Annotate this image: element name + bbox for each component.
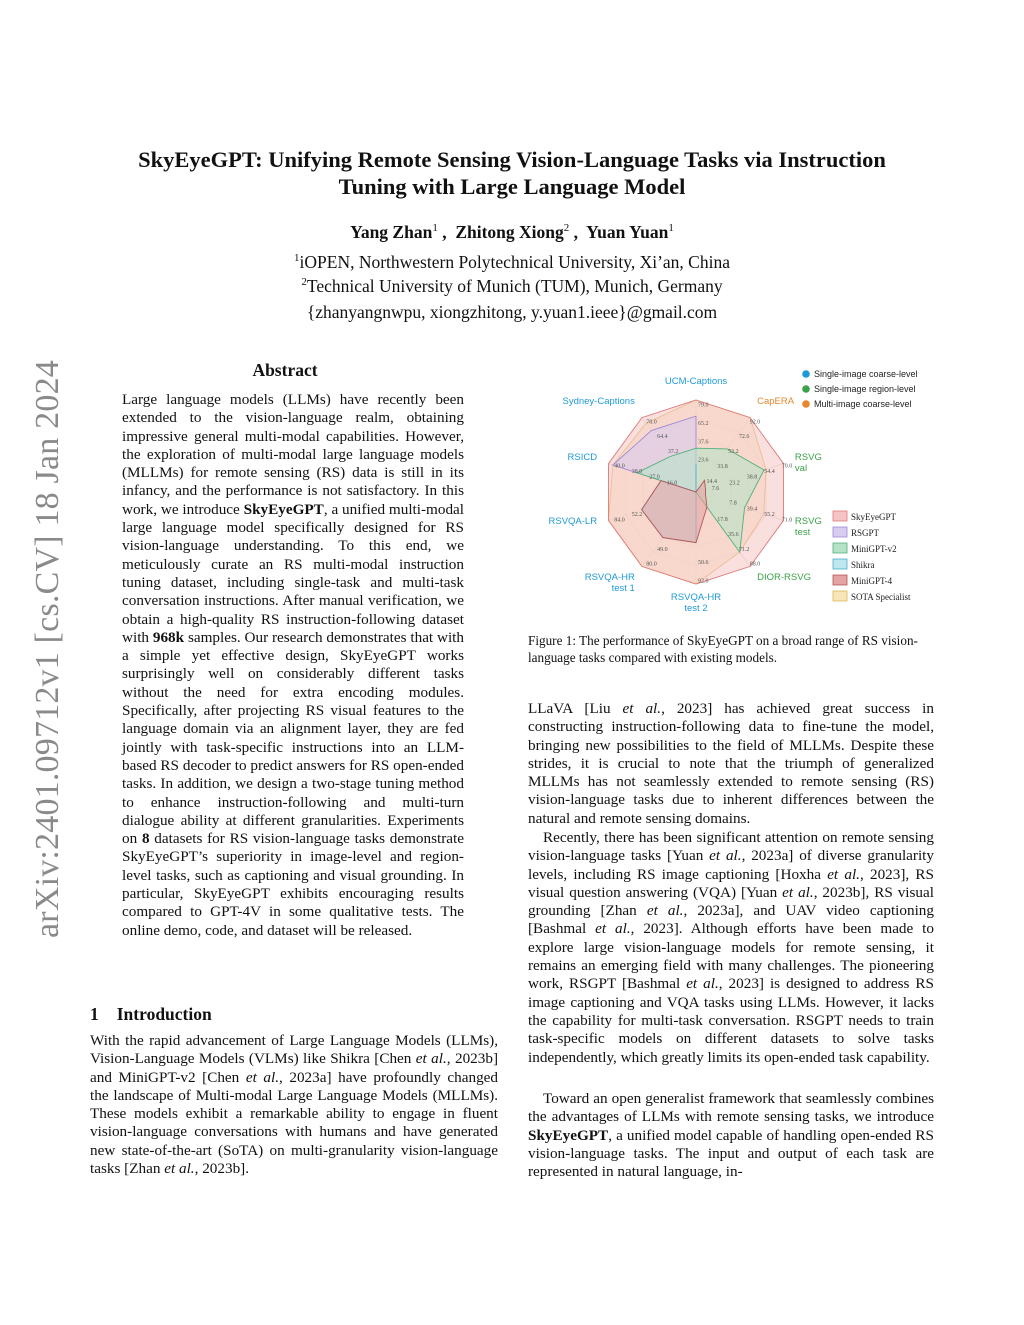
axis-label — [665, 376, 728, 387]
category-label: Multi-image coarse-level — [814, 399, 912, 409]
abstract-sample-count: 968k — [152, 628, 185, 646]
author-name: Yuan Yuan — [586, 222, 669, 242]
tick-label: 38.0 — [631, 468, 643, 475]
axis-label — [757, 396, 795, 407]
tick-label: 7.8 — [729, 500, 737, 507]
citation-etal: et al. — [646, 902, 684, 920]
body-text: , 2023b]. — [194, 1160, 250, 1178]
abstract-heading: Abstract — [252, 360, 318, 380]
model-legend — [833, 511, 911, 602]
affiliation-mark: 1 — [294, 252, 300, 265]
tick-label: 23.6 — [698, 457, 709, 464]
axis-label — [671, 592, 721, 614]
abstract-text: samples. Our research demonstrates that with a simple yet effective design, SkyEyeGPT works surprisingly well on considerably different tasks without the need for extra encoding modules. Specifically, after projecting RS visual features to the language domain via an alignment layer, they are fed jointly with task-specific instructions into an LLM-based RS decoder to predict answers for RS open-ended tasks. In addition, we design a two-stage tuning method to enhance instruction-following and multi-turn dialogue ability at different granularities. Experiments on — [122, 628, 464, 848]
axis-label-line: RSVQA-HR — [670, 592, 722, 603]
body-text: , 2023b], RS visual grounding [Zhan — [528, 883, 934, 920]
tick-label: 78.0 — [646, 419, 657, 426]
introduction-paragraph — [90, 1032, 498, 1178]
author-affiliation-mark: 2 — [563, 222, 570, 235]
category-dot-icon — [802, 370, 810, 378]
axis-label — [585, 572, 635, 594]
axis-label-line: UCM-Captions — [664, 376, 728, 387]
author-emails: {zhanyangnwpu, xiongzhitong, y.yuan1.ieee}@gmail.com — [306, 302, 718, 322]
tick-label: 35.6 — [728, 531, 739, 538]
body-text: , 2023] is designed to address RS image captioning and VQA tasks using LLMs. However, it lacks the capability for multi-task conversation. RSGPT needs to train task-specific models on different datasets to solve tasks independently, which greatly limits its open-ended task capability. — [528, 975, 934, 1066]
tick-label: 52.2 — [631, 512, 643, 519]
body-text: With the rapid advancement of Large Language Models (LLMs), Vision-Language Models (VLMs) like Shikra [Chen — [90, 1032, 498, 1068]
legend-swatch — [833, 575, 847, 585]
axis-label — [549, 516, 598, 527]
body-text: , 2023], RS visual question answering (VQA) [Yuan — [528, 865, 934, 901]
axis-label-line: DIOR-RSVG — [757, 572, 811, 584]
tick-label: 49.0 — [657, 546, 668, 553]
legend-label: MiniGPT-v2 — [851, 544, 897, 554]
category-dot-icon — [802, 400, 810, 408]
citation-etal: et al. — [245, 1068, 279, 1086]
legend-swatch — [833, 511, 847, 521]
body-text: , 2023a] of diverse granularity levels, including RS image captioning [Hoxha — [528, 847, 934, 883]
tick-label: 72.6 — [738, 434, 750, 441]
category-legend — [802, 369, 917, 409]
category-dot-icon — [802, 385, 810, 393]
affiliation-text: iOPEN, Northwestern Polytechnical University, Xi’an, China — [299, 252, 730, 272]
category-label: Single-image region-level — [814, 384, 916, 394]
body-paragraph-llava — [528, 700, 934, 828]
tick-label: 92.0 — [698, 578, 709, 585]
title-line-2: Tuning with Large Language Model — [338, 174, 686, 199]
paper-title — [80, 146, 944, 200]
axis-label-line: RSVQA-HR — [584, 572, 635, 584]
citation-etal: et al. — [782, 883, 814, 901]
legend-label: SOTA Specialist — [851, 592, 911, 602]
citation-etal: et al. — [595, 920, 631, 938]
tick-label: 84.0 — [614, 517, 625, 524]
tick-label: 40.0 — [614, 463, 625, 470]
tick-label: 23.2 — [729, 480, 740, 487]
axis-label-line: test 1 — [611, 583, 635, 595]
abstract-body — [122, 391, 464, 940]
tick-label: 27.0 — [649, 474, 660, 481]
tick-label: 53.2 — [728, 449, 739, 456]
axis-label-line: RSVG — [794, 451, 822, 463]
axis-label-line: CapERA — [757, 395, 795, 407]
radar-chart-figure — [528, 355, 934, 623]
tick-label: 50.6 — [698, 560, 709, 567]
body-text: LLaVA [Liu — [528, 700, 623, 717]
body-text: , a unified model capable of handling open-ended RS vision-language tasks. The input and output of each task are represented in natural language, in- — [528, 1126, 934, 1181]
axis-label-line: RSICD — [567, 451, 598, 463]
citation-etal: et al. — [164, 1160, 195, 1178]
legend-label: Shikra — [851, 560, 875, 570]
tick-label: 7.6 — [711, 486, 720, 493]
abstract-model-name: SkyEyeGPT — [243, 500, 324, 518]
body-text: Recently, there has been significant attention on remote sensing vision-language tasks [Yuan — [528, 829, 934, 865]
tick-label: 54.4 — [764, 468, 775, 475]
abstract-text: Large language models (LLMs) have recently been extended to the vision-language realm, obtaining impressive general multi-modal capabilities. However, the exploration of multi-modal large language models (MLLMs) for remote sensing (RS) data is still in its infancy, and the performance is not satisfactory. In this work, we introduce — [122, 391, 464, 518]
axis-label — [568, 452, 598, 463]
body-text: , 2023a] have profoundly changed the landscape of Multi-modal Large Language Models (MLLMs). These models exhibit a remarkable ability to engage in fluent vision-language conversations with humans and have generated new state-of-the-art (SoTA) on multi-granularity vision-language tasks [Zhan — [90, 1068, 499, 1178]
axis-label-line: RSVG — [794, 516, 822, 528]
legend-swatch — [833, 591, 847, 601]
axis-label — [795, 516, 822, 538]
tick-label: 17.8 — [717, 517, 728, 524]
title-line-1: SkyEyeGPT: Unifying Remote Sensing Vision-Language Tasks via Instruction — [138, 147, 886, 172]
tick-label: 14.4 — [706, 478, 717, 485]
citation-etal: et al. — [827, 865, 860, 883]
author-affiliation-mark: 1 — [432, 222, 438, 235]
tick-label: 39.4 — [746, 506, 758, 513]
section-heading-introduction — [90, 1004, 212, 1025]
affiliation-1 — [80, 252, 944, 273]
legend-swatch — [833, 527, 847, 537]
legend-label: RSGPT — [851, 528, 880, 538]
tick-label: 16.0 — [666, 480, 678, 487]
legend-swatch — [833, 559, 847, 569]
category-label: Single-image coarse-level — [814, 369, 918, 379]
abstract-dataset-count: 8 — [141, 830, 150, 848]
affiliation-text: Technical University of Munich (TUM), Munich, Germany — [306, 276, 723, 296]
axis-label-line: RSVQA-LR — [548, 516, 598, 528]
body-paragraph-recently — [528, 829, 934, 1067]
author-list: Yang Zhan$^1$ , Zhitong Xiong$^2$ , Yuan Yuan$^1$ — [350, 222, 674, 242]
tick-label: 65.2 — [698, 420, 709, 427]
radar-series — [609, 400, 784, 584]
body-text: , 2023] has achieved great success in constructing instruction-following data to fine-tune the model, bringing new possibilities to the field of MLLMs. Despite these strides, it is crucial to note that the triumph of generalized MLLMs has not seamlessly extended to remote sensing (RS) vision-language tasks due to inherent differences between the natural and remote sensing domains. — [528, 700, 934, 827]
author-name: Yang Zhan — [350, 222, 433, 242]
arxiv-identifier: arXiv:2401.09712v1 [cs.CV] 18 Jan 2024 — [29, 360, 66, 938]
figure-caption: Figure 1: The performance of SkyEyeGPT on a broad range of RS vision-language tasks compared with existing models. — [528, 633, 918, 665]
axis-label — [757, 572, 811, 583]
abstract-text: datasets for RS vision-language tasks demonstrate SkyEyeGPT’s superiority in image-level and region-level tasks, such as captioning and visual grounding. In particular, SkyEyeGPT exhibits encouraging results compared to GPT-4V in some qualitative tests. The online demo, code, and dataset will be released. — [122, 830, 464, 939]
tick-label: 37.6 — [698, 439, 709, 446]
tick-label: 38.8 — [746, 474, 758, 481]
tick-label: 70.0 — [781, 463, 793, 470]
tick-label: 71.2 — [738, 546, 750, 553]
body-text: , 2023a], and UAV video captioning [Bashmal — [528, 902, 934, 938]
body-text: Toward an open generalist framework that seamlessly combines the advantages of LLMs with remote sensing tasks, we introduce — [528, 1090, 934, 1126]
model-name: SkyEyeGPT — [528, 1126, 609, 1144]
axis-label-line: Sydney-Captions — [562, 395, 635, 407]
tick-label: 71.0 — [781, 517, 793, 524]
axis-label-line: test — [794, 527, 811, 539]
tick-label: 80.0 — [646, 561, 657, 568]
affiliation-2 — [80, 276, 944, 297]
legend-label: SkyEyeGPT — [851, 512, 896, 522]
citation-etal: et al. — [622, 700, 662, 717]
tick-label: 92.0 — [749, 419, 761, 426]
author-name: Zhitong Xiong — [455, 222, 564, 242]
legend-swatch — [833, 543, 847, 553]
tick-label: 37.2 — [667, 449, 679, 456]
citation-etal: et al. — [415, 1050, 447, 1068]
axis-label-line: val — [794, 462, 808, 474]
axis-label — [563, 396, 636, 407]
axis-label-line: test 2 — [684, 603, 708, 614]
citation-etal: et al. — [709, 847, 742, 865]
legend-label: MiniGPT-4 — [851, 576, 893, 586]
tick-label: 88.0 — [749, 561, 761, 568]
section-number: 1 — [90, 1004, 99, 1024]
tick-label: 33.8 — [717, 463, 728, 470]
affiliation-mark: 2 — [301, 276, 307, 289]
axis-label — [795, 452, 822, 474]
body-text: , 2023]. Although efforts have been made to explore large vision-language models for remote sensing, it remains an emerging field with many challenges. The pioneering work, RSGPT [Bashmal — [528, 920, 934, 993]
tick-label: 64.4 — [657, 434, 668, 441]
abstract-text: , a unified multi-modal large language model specifically designed for RS vision-language understanding. To this end, we meticulously curate an RS multi-modal instruction tuning dataset, including single-task and multi-task conversation instructions. After manual verification, we obtain a high-quality RS instruction-following dataset with — [122, 500, 464, 646]
tick-label: 55.2 — [764, 512, 775, 519]
body-paragraph-toward — [528, 1090, 934, 1181]
citation-etal: et al. — [686, 975, 719, 993]
body-text: , 2023b] and MiniGPT-v2 [Chen — [90, 1050, 499, 1086]
author-affiliation-mark: 1 — [668, 222, 674, 235]
tick-label: 79.0 — [698, 402, 709, 409]
section-title: Introduction — [116, 1004, 212, 1024]
